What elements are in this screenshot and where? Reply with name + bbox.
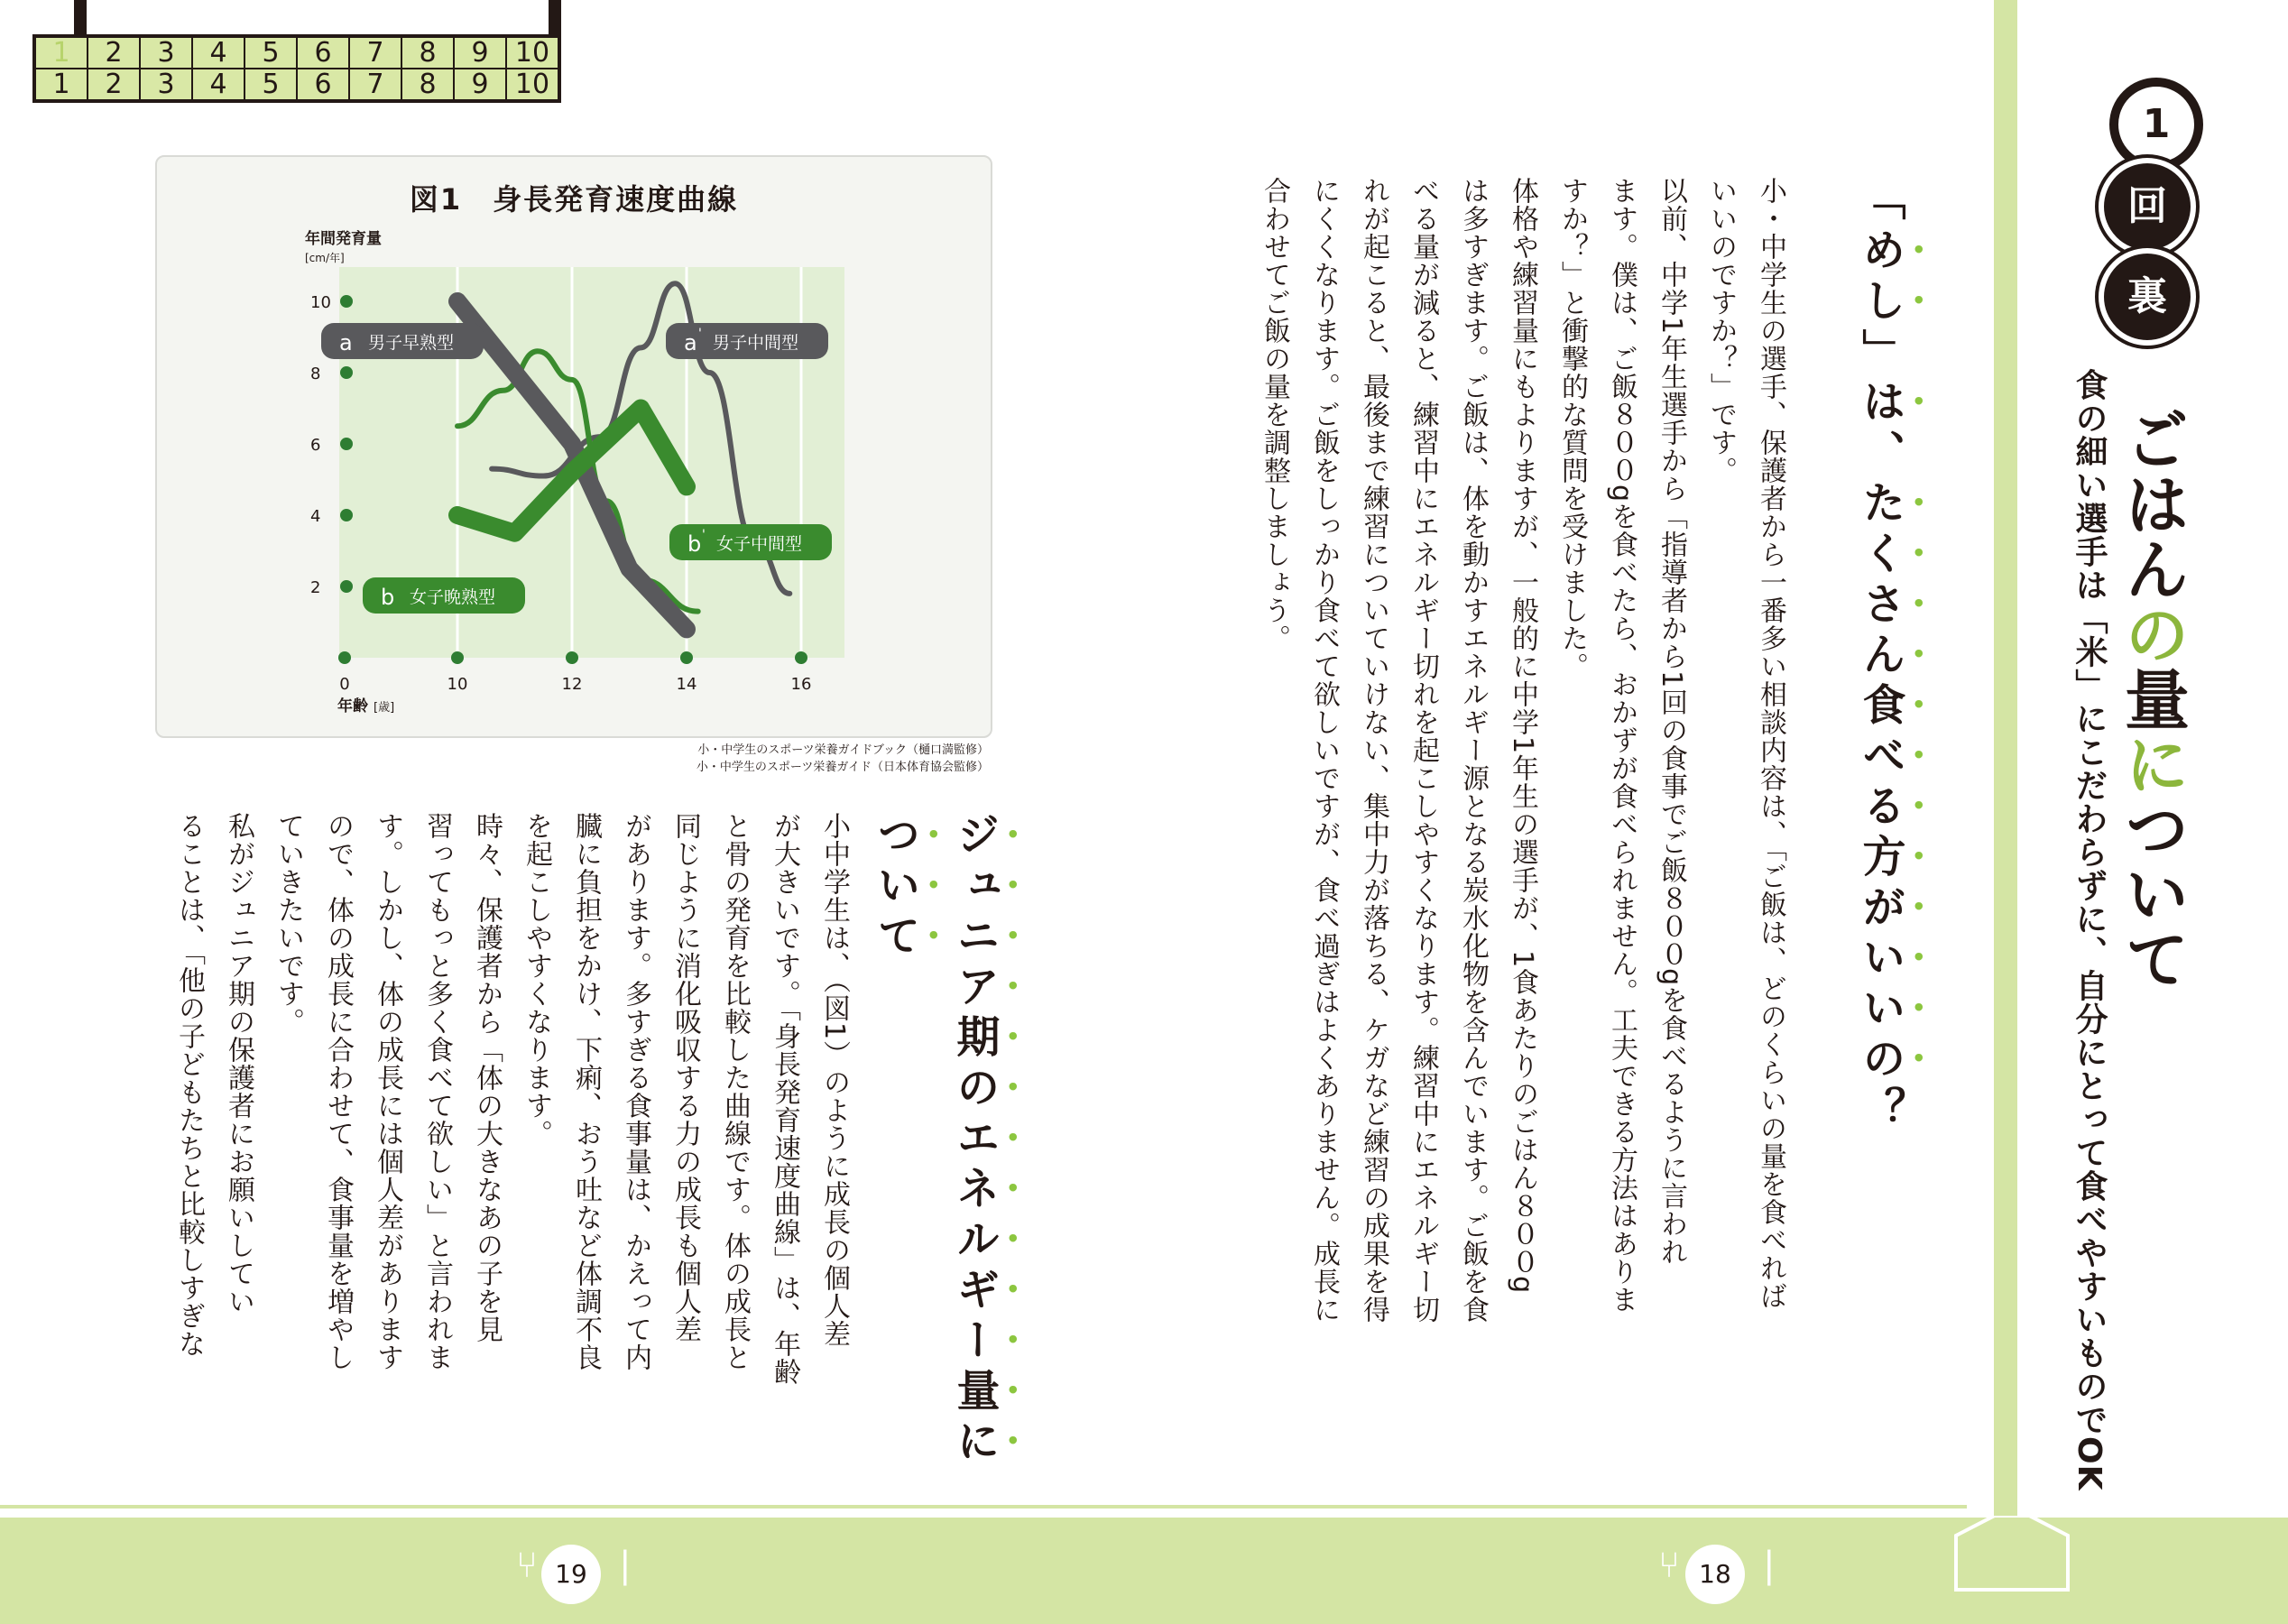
heading-line: ジュニア期のエネルギー量に: [949, 812, 1000, 1469]
fork-icon: ⑂: [516, 1545, 538, 1586]
x-tick-dot: [795, 651, 807, 664]
text-line: があります。多すぎる食事量は、かえって内: [620, 812, 651, 1371]
series-label-text: 女子中間型: [716, 534, 803, 554]
text-line: ることは、「他の子どもたちと比較しすぎな: [173, 812, 205, 1358]
spoon-icon: ❘: [610, 1545, 641, 1586]
series-label-text: 女子晩熟型: [410, 587, 496, 607]
score-cell: 9: [454, 69, 506, 101]
text-line: れが起こると、最後まで練習についていけない、集中力が落ちる、ケガなど練習の成果を得: [1358, 177, 1389, 1324]
score-row-1: [34, 36, 559, 69]
series-label-sup: ': [702, 528, 706, 542]
heading-line: ついて: [870, 812, 920, 964]
chapter-badge-char: 裏: [2099, 248, 2196, 346]
text-line: ていきたいです。: [272, 812, 304, 1036]
series-label-letter: a: [684, 330, 697, 355]
score-cell: 10: [506, 69, 559, 101]
score-cell: 4: [192, 69, 244, 101]
series-label-letter: a: [339, 330, 353, 355]
series-label-letter: b: [687, 531, 702, 557]
figure-growth-curve: [155, 155, 992, 738]
score-cell: 5: [244, 36, 297, 69]
series-label-text: 男子中間型: [713, 333, 799, 353]
text-line: は多すぎます。ご飯は、体を動かすエネルギー源となる炭水化物を含んでいます。ご飯を食: [1457, 177, 1489, 1324]
y-tick-label: 6: [310, 436, 321, 455]
text-line: す。しかし、体の成長には個人差があります: [372, 812, 403, 1371]
section-heading-energy: [866, 812, 1025, 1469]
y-tick-label: 2: [310, 578, 321, 597]
text-line: 臓に負担をかけ、下痢、おう吐など体調不良: [570, 812, 602, 1371]
score-cell: 1: [34, 36, 88, 69]
series-label-sup: ': [698, 327, 702, 341]
figure-credits: [559, 742, 989, 776]
text-line: 以前、中学1年生選手から「指導者から1回の食事でご飯８００gを食べるように言われ: [1656, 177, 1687, 1267]
text-line: が大きいです。「身長発育速度曲線」は、年齢: [769, 812, 800, 1386]
y-tick-dot: [340, 295, 353, 308]
footer-band: [0, 1518, 2288, 1624]
text-line: と骨の発育を比較した曲線です。体の成長と: [719, 812, 751, 1371]
x-tick-label: 16: [790, 675, 812, 694]
score-cell: 5: [244, 69, 297, 101]
score-cell: 2: [88, 69, 140, 101]
y-axis-unit: [cm/年]: [305, 252, 345, 264]
title-part: に: [2114, 731, 2190, 797]
y-tick-label: 8: [310, 364, 321, 383]
score-grid: [32, 34, 561, 103]
text-line: 小中学生は、（図1）のように成長の個人差: [818, 812, 850, 1349]
score-cell: 7: [349, 36, 401, 69]
page-number-left: 19: [541, 1545, 601, 1604]
y-tick-label: 4: [310, 507, 321, 526]
score-cell: 8: [401, 69, 454, 101]
right-page-body: [1236, 177, 1795, 1458]
score-cell: 7: [349, 69, 401, 101]
score-cell: 8: [401, 36, 454, 69]
text-line: ので、体の成長に合わせて、食事量を増やし: [322, 812, 354, 1371]
footer-rule: [0, 1505, 1967, 1509]
credit-line: 小・中学生のスポーツ栄養ガイドブック（樋口満監修）: [697, 743, 989, 757]
chapter-subtitle: 食の細い選手は「米」にこだわらずに、自分にとって食べやすいものでOK: [2071, 368, 2108, 1491]
chapter-badge-char: 回: [2099, 158, 2196, 255]
text-line: 時々、保護者から「体の大きなあの子を見: [471, 812, 503, 1343]
x-tick-label: 0: [339, 675, 350, 694]
y-tick-dot: [340, 509, 353, 521]
x-tick-label: 14: [676, 675, 697, 694]
text-line: 小・中学生の選手、保護者から一番多い相談内容は、「ご飯は、どのくらいの量を食べれば: [1755, 177, 1786, 1310]
score-cell: 1: [34, 69, 88, 101]
text-line: 体格や練習量にもよりますが、一般的に中学1年生の選手が、1食あたりのごはん８００g: [1507, 177, 1538, 1295]
text-line: ます。僕は、ご飯８００gを食べたら、おかずが食べられません。工夫できる方法はありま: [1606, 177, 1638, 1315]
x-tick-dot: [338, 651, 351, 664]
score-post-right: [549, 0, 561, 34]
spoon-icon: ❘: [1754, 1545, 1785, 1586]
series-label-text: 男子早熟型: [368, 333, 455, 353]
home-plate-icon: [0, 1518, 2288, 1624]
page-number-right: 18: [1685, 1545, 1745, 1604]
inning-score-table: [27, 0, 586, 110]
x-tick-label: 10: [447, 675, 468, 694]
x-axis-label: 年齢: [337, 697, 368, 715]
score-cell: 3: [140, 69, 192, 101]
text-line: すか？」と衝撃的な質問を受けました。: [1556, 177, 1588, 680]
credit-line: 小・中学生のスポーツ栄養ガイド（日本体育協会監修）: [696, 761, 989, 774]
text-line: 同じように消化吸収する力の成長も個人差: [669, 812, 701, 1343]
y-tick-dot: [340, 438, 353, 450]
text-line: 習ってもっと多く食べて欲しい」と言われま: [421, 812, 453, 1371]
title-part: ついて: [2114, 796, 2190, 992]
score-cell: 10: [506, 36, 559, 69]
chapter-badge-number: 1: [2109, 78, 2203, 171]
chapter-title: [2111, 361, 2274, 991]
y-tick-dot: [340, 580, 353, 593]
text-line: べる量が減ると、練習中にエネルギー切れを起こしやすくなります。練習中にエネルギー切: [1407, 177, 1439, 1324]
x-axis-unit: [歳]: [374, 701, 395, 715]
text-line: 私がジュニア期の保護者にお願いしてい: [223, 812, 254, 1315]
y-tick-label: 10: [310, 293, 331, 312]
text-line: を起こしやすくなります。: [521, 812, 552, 1148]
series-label-letter: b: [381, 585, 395, 610]
score-post-left: [74, 0, 87, 34]
text-line: にくくなります。ご飯をしっかり食べて欲しいですが、食べ過ぎはよくありません。成長に: [1308, 177, 1340, 1324]
section-heading-rice: 「めし」は、たくさん食べる方がいいの？: [1855, 177, 1905, 1137]
x-tick-dot: [566, 651, 578, 664]
score-cell: 9: [454, 36, 506, 69]
growth-velocity-chart: [157, 157, 991, 736]
text-line: 合わせてご飯の量を調整しましょう。: [1259, 177, 1290, 652]
score-cell: 3: [140, 36, 192, 69]
left-page-body: [155, 812, 859, 1462]
score-cell: 6: [297, 69, 349, 101]
y-tick-dot: [340, 366, 353, 379]
text-line: いいのですか？」です。: [1705, 177, 1737, 484]
x-tick-dot: [680, 651, 693, 664]
x-tick-dot: [451, 651, 464, 664]
x-tick-label: 12: [561, 675, 583, 694]
score-row-2: [34, 69, 559, 101]
title-part: の: [2114, 601, 2190, 667]
score-cell: 4: [192, 36, 244, 69]
score-cell: 2: [88, 36, 140, 69]
y-axis-label: 年間発育量: [305, 230, 382, 248]
figure-title: 図1 身長発育速度曲線: [409, 182, 739, 217]
title-part: ごはん: [2114, 406, 2190, 602]
title-part: 量: [2114, 666, 2190, 732]
score-cell: 6: [297, 36, 349, 69]
fork-icon: ⑂: [1658, 1545, 1680, 1586]
